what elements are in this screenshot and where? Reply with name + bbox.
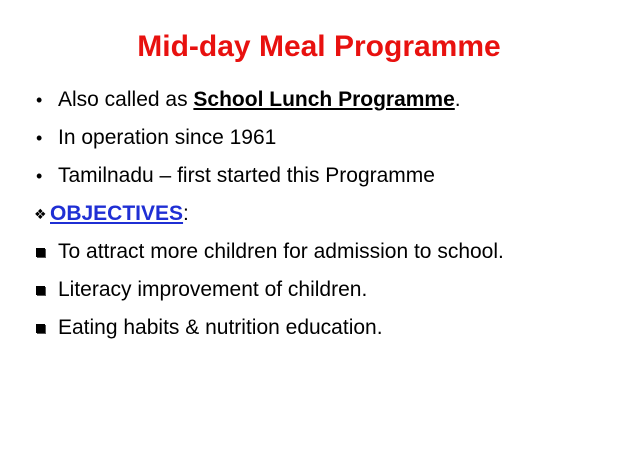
objectives-label: OBJECTIVES bbox=[50, 202, 184, 225]
objectives-colon: : bbox=[183, 202, 189, 225]
bullet-text: In operation since 1961 bbox=[58, 126, 277, 149]
bullet-text bbox=[58, 88, 461, 112]
bullet-item bbox=[34, 126, 624, 164]
bullet-suffix: . bbox=[454, 88, 461, 111]
objective-item bbox=[34, 316, 624, 354]
bullet-item bbox=[34, 88, 624, 126]
diamond-bullet-icon: ❖ bbox=[34, 206, 47, 222]
bullet-text: Tamilnadu – first started this Programme bbox=[58, 164, 435, 187]
objectives-heading bbox=[34, 202, 624, 240]
bullet-dot-icon: • bbox=[36, 128, 43, 148]
slide-content bbox=[34, 88, 624, 354]
bullet-dot-icon: • bbox=[36, 90, 43, 110]
objective-text: Eating habits & nutrition education. bbox=[58, 316, 383, 339]
objective-text: Literacy improvement of children. bbox=[58, 278, 368, 301]
bullet-prefix: Also called as bbox=[58, 88, 194, 111]
bullet-emphasis: School Lunch Programme bbox=[193, 88, 455, 111]
square-bullet-icon bbox=[34, 325, 48, 334]
slide-title: Mid-day Meal Programme bbox=[137, 30, 501, 63]
square-bullet-icon bbox=[34, 249, 48, 258]
objective-item bbox=[34, 278, 624, 316]
objective-text: To attract more children for admission to school. bbox=[58, 240, 504, 263]
bullet-dot-icon: • bbox=[36, 166, 43, 186]
square-bullet-icon bbox=[34, 287, 48, 296]
bullet-item bbox=[34, 164, 624, 202]
objective-item bbox=[34, 240, 624, 278]
